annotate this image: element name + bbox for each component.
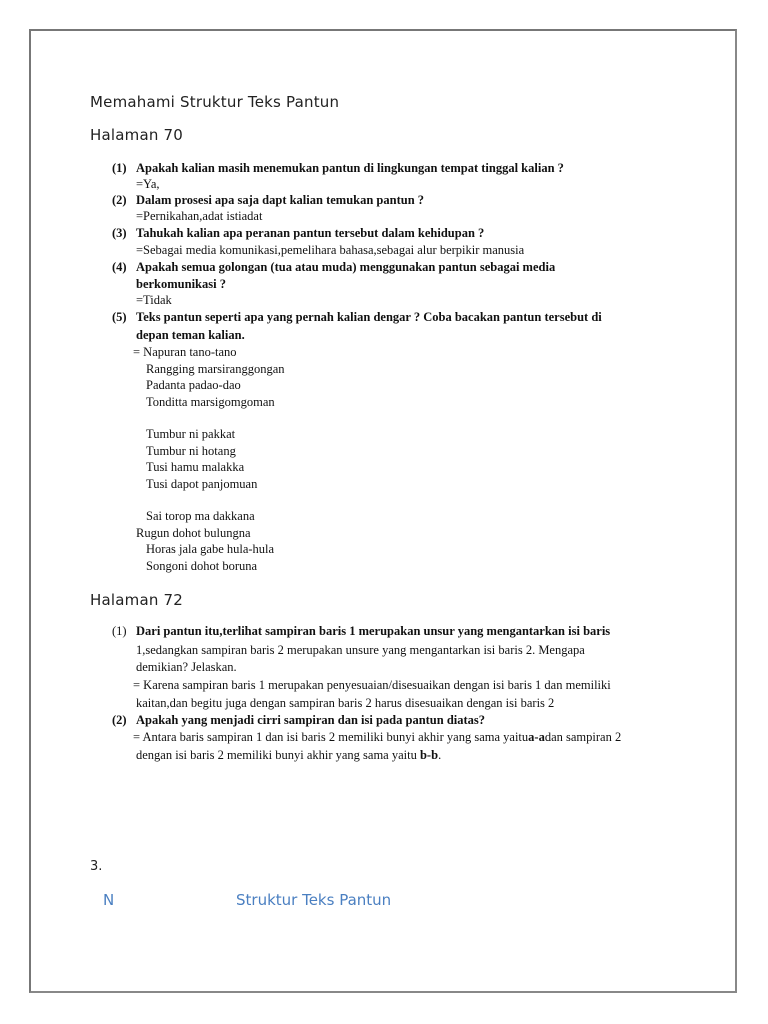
question-number: (2) [112, 713, 127, 727]
pantun-line: Songoni dohot boruna [146, 559, 258, 573]
pantun-line: Sai torop ma dakkana [146, 509, 255, 523]
question-text: Apakah yang menjadi cirri sampiran dan isi pada pantun diatas? [136, 713, 486, 727]
rhyme-pattern-a: a-a [528, 730, 545, 744]
table-header-number: N [103, 891, 115, 909]
pantun-line: Tusi dapot panjomuan [146, 477, 258, 491]
section-heading-halaman-72: Halaman 72 [90, 591, 183, 609]
pantun-line: Tonditta marsigomgoman [146, 395, 275, 409]
pantun-line: Horas jala gabe hula-hula [146, 542, 275, 556]
question-text: Apakah kalian masih menemukan pantun di lingkungan tempat tinggal kalian ? [136, 161, 564, 175]
pantun-line: Rangging marsiranggongan [146, 362, 285, 376]
document-title: Memahami Struktur Teks Pantun [90, 93, 340, 111]
question-text: Dari pantun itu,terlihat sampiran baris 1 merupakan unsur yang mengantarkan isi baris [136, 624, 611, 638]
pantun-line: Tumbur ni hotang [146, 444, 236, 458]
question-number: (5) [112, 310, 127, 324]
question-number: (1) [112, 624, 127, 638]
question-text: Tahukah kalian apa peranan pantun tersebut dalam kehidupan ? [136, 226, 485, 240]
answer-text-continued [136, 748, 441, 763]
answer-text: = Karena sampiran baris 1 merupakan penyesuaian/disesuaikan dengan isi baris 1 dan memiliki [133, 678, 611, 692]
question-text-continued: 1,sedangkan sampiran baris 2 merupakan unsure yang mengantarkan isi baris 2. Mengapa [136, 643, 585, 657]
question-number: (4) [112, 260, 127, 274]
question-number: (3) [112, 226, 127, 240]
pantun-line: Rugun dohot bulungna [136, 526, 251, 540]
answer-text-part: . [438, 748, 442, 762]
table-header-structure: Struktur Teks Pantun [236, 891, 392, 909]
pantun-line: Padanta padao-dao [146, 378, 241, 392]
answer-text-part: dan sampiran 2 [544, 730, 622, 744]
answer-text-part: dengan isi baris 2 memiliki bunyi akhir yang sama yaitu [136, 748, 420, 762]
question-text-continued: demikian? Jelaskan. [136, 660, 237, 674]
answer-text [133, 730, 621, 745]
section-heading-halaman-70: Halaman 70 [90, 126, 183, 144]
question-number: (2) [112, 193, 127, 207]
pantun-line: Tusi hamu malakka [146, 460, 245, 474]
answer-text: =Ya, [136, 177, 160, 191]
question-text: Dalam prosesi apa saja dapt kalian temukan pantun ? [136, 193, 425, 207]
question-text-continued: berkomunikasi ? [136, 277, 226, 291]
question-text: Apakah semua golongan (tua atau muda) menggunakan pantun sebagai media [136, 260, 556, 274]
answer-text: =Tidak [136, 293, 172, 307]
answer-text: =Pernikahan,adat istiadat [136, 209, 263, 223]
rhyme-pattern-b: b-b [419, 748, 439, 762]
answer-text-part: = Antara baris sampiran 1 dan isi baris 2 memiliki bunyi akhir yang sama yaitu [133, 730, 529, 744]
list-number: 3. [90, 859, 103, 874]
question-text: Teks pantun seperti apa yang pernah kalian dengar ? Coba bacakan pantun tersebut di [136, 310, 602, 324]
question-text-continued: depan teman kalian. [136, 328, 245, 342]
question-number: (1) [112, 161, 127, 175]
pantun-line: Tumbur ni pakkat [146, 427, 236, 441]
answer-text-continued: kaitan,dan begitu juga dengan sampiran baris 2 harus disesuaikan dengan isi baris 2 [136, 696, 555, 710]
pantun-line: = Napuran tano-tano [133, 345, 237, 359]
answer-text: =Sebagai media komunikasi,pemelihara bahasa,sebagai alur berpikir manusia [136, 243, 525, 257]
